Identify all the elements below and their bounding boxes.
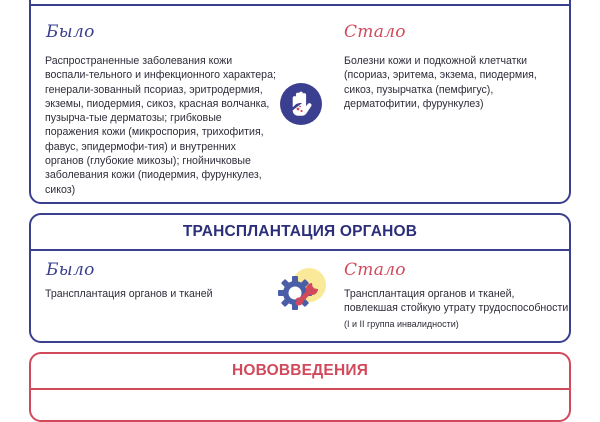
section-innovations <box>29 352 571 422</box>
section-title <box>31 0 569 2</box>
now-text: Трансплантация органов и тканей, повлекшая стойкую утрату трудоспособности <box>344 288 569 315</box>
now-note: (I и II группа инвалидности) <box>344 318 459 329</box>
title-divider <box>31 388 569 390</box>
section-title: ТРАНСПЛАНТАЦИЯ ОРГАНОВ <box>182 223 418 240</box>
now-label: Стало <box>344 260 406 280</box>
section-skin-diseases <box>29 0 571 204</box>
section-title: НОВОВВЕДЕНИЯ <box>231 362 369 379</box>
now-text: Болезни кожи и подкожной клетчатки (псориаз, эритема, экзема, пиодермия, сикоз, пузырчатка (пемфигус), дерматофитии, фурункулез) <box>344 55 537 110</box>
title-divider <box>31 249 569 251</box>
was-text: Трансплантация органов и тканей <box>45 288 213 300</box>
was-label: Было <box>46 22 95 42</box>
gear-wrench-icon <box>271 263 331 319</box>
hand-icon <box>279 82 323 126</box>
was-text: Распространенные заболевания кожи воспали-тельного и инфекционного характера; генерали-зованный псориаз, эритродермия, экземы, пиодермия, сикоз, красная волчанка, пузырча-тые дерматозы; грибковые поражения кожи (микроспория, трихофития, фавус, эпидермофи-тия) и внутренних органов (глубокие микозы); гнойничковые заболевания кожи (пиодермия, фурункулез, сикоз) <box>45 55 276 196</box>
title-divider <box>31 4 569 6</box>
was-label: Было <box>46 260 95 280</box>
section-organ-transplant <box>29 213 571 343</box>
now-label: Стало <box>344 22 406 42</box>
now-text-block <box>344 287 569 330</box>
